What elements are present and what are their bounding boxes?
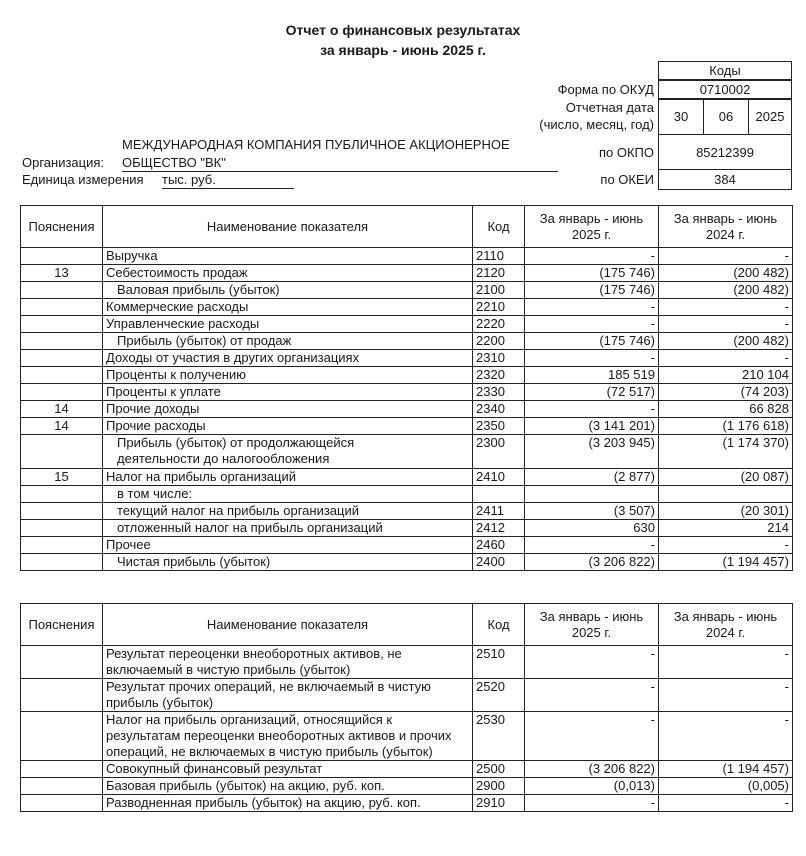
table-row: 14 Прочие доходы 2340 - 66 828 <box>21 401 793 418</box>
date-sublabel: (число, месяц, год) <box>539 117 654 132</box>
date-day: 30 <box>658 99 704 135</box>
okei-label: по ОКЕИ <box>600 172 654 187</box>
table-row: Совокупный финансовый результат 2500 (3 206 822) (1 194 457) <box>21 761 793 778</box>
report-title: Отчет о финансовых результатах <box>285 22 521 38</box>
table-row: Выручка 2110 - - <box>21 248 793 265</box>
table-row: Разводненная прибыль (убыток) на акцию, руб. коп. 2910 - - <box>21 795 793 812</box>
header-code: Код <box>473 604 525 646</box>
table-row: Результат переоценки внеоборотных активов, не включаемый в чистую прибыль (убыток) 2510 - - <box>21 646 793 679</box>
header-current: За январь - июнь 2025 г. <box>525 206 659 248</box>
org-label: Организация: <box>22 155 105 170</box>
table-row: Чистая прибыль (убыток) 2400 (3 206 822) (1 194 457) <box>21 554 793 571</box>
okud-value: 0710002 <box>658 80 792 99</box>
table-row: Доходы от участия в других организациях 2310 - - <box>21 350 793 367</box>
okpo-label: по ОКПО <box>598 145 654 160</box>
codes-header: Коды <box>658 61 792 80</box>
header-current: За январь - июнь 2025 г. <box>525 604 659 646</box>
income-statement-table <box>20 205 793 571</box>
table-row: Налог на прибыль организаций, относящийся к результатам переоценки внеоборотных активов и прочих операций, не включаемых в чистую прибыль (убыток) 2530 - - <box>21 712 793 761</box>
unit-label: Единица измерения <box>22 172 144 187</box>
okei-value: 384 <box>658 169 792 190</box>
org-name-line2: ОБЩЕСТВО "ВК" <box>122 155 558 172</box>
header-name: Наименование показателя <box>103 206 473 248</box>
header-previous: За январь - июнь 2024 г. <box>659 206 793 248</box>
table-row: Проценты к уплате 2330 (72 517) (74 203) <box>21 384 793 401</box>
table-row: Прочее 2460 - - <box>21 537 793 554</box>
table-row: Результат прочих операций, не включаемый в чистую прибыль (убыток) 2520 - - <box>21 679 793 712</box>
table-row: Управленческие расходы 2220 - - <box>21 316 793 333</box>
table-row: 15 Налог на прибыль организаций 2410 (2 877) (20 087) <box>21 469 793 486</box>
report-period: за январь - июнь 2025 г. <box>320 42 486 58</box>
table-row: 14 Прочие расходы 2350 (3 141 201) (1 176 618) <box>21 418 793 435</box>
okud-label: Форма по ОКУД <box>557 82 654 97</box>
header-previous: За январь - июнь 2024 г. <box>659 604 793 646</box>
table-row: отложенный налог на прибыль организаций 2412 630 214 <box>21 520 793 537</box>
date-month: 06 <box>703 99 749 135</box>
unit-value: тыс. руб. <box>162 172 294 189</box>
date-year: 2025 <box>748 99 792 135</box>
date-label: Отчетная дата <box>565 100 654 115</box>
comprehensive-income-table <box>20 603 793 812</box>
table-row: Коммерческие расходы 2210 - - <box>21 299 793 316</box>
table-row: Базовая прибыль (убыток) на акцию, руб. коп. 2900 (0,013) (0,005) <box>21 778 793 795</box>
org-name-line1: МЕЖДУНАРОДНАЯ КОМПАНИЯ ПУБЛИЧНОЕ АКЦИОНЕРНОЕ <box>122 137 510 152</box>
table-row: Проценты к получению 2320 185 519 210 104 <box>21 367 793 384</box>
header-notes: Пояснения <box>21 206 103 248</box>
okpo-value: 85212399 <box>696 145 754 160</box>
table-row: Прибыль (убыток) от продаж 2200 (175 746) (200 482) <box>21 333 793 350</box>
table-row: Валовая прибыль (убыток) 2100 (175 746) (200 482) <box>21 282 793 299</box>
table-row: текущий налог на прибыль организаций 2411 (3 507) (20 301) <box>21 503 793 520</box>
table-row: Прибыль (убыток) от продолжающейся деятельности до налогообложения 2300 (3 203 945) (1 174 370) <box>21 435 793 469</box>
header-name: Наименование показателя <box>103 604 473 646</box>
table-row: в том числе: <box>21 486 793 503</box>
header-code: Код <box>473 206 525 248</box>
table-row: 13 Себестоимость продаж 2120 (175 746) (200 482) <box>21 265 793 282</box>
header-notes: Пояснения <box>21 604 103 646</box>
